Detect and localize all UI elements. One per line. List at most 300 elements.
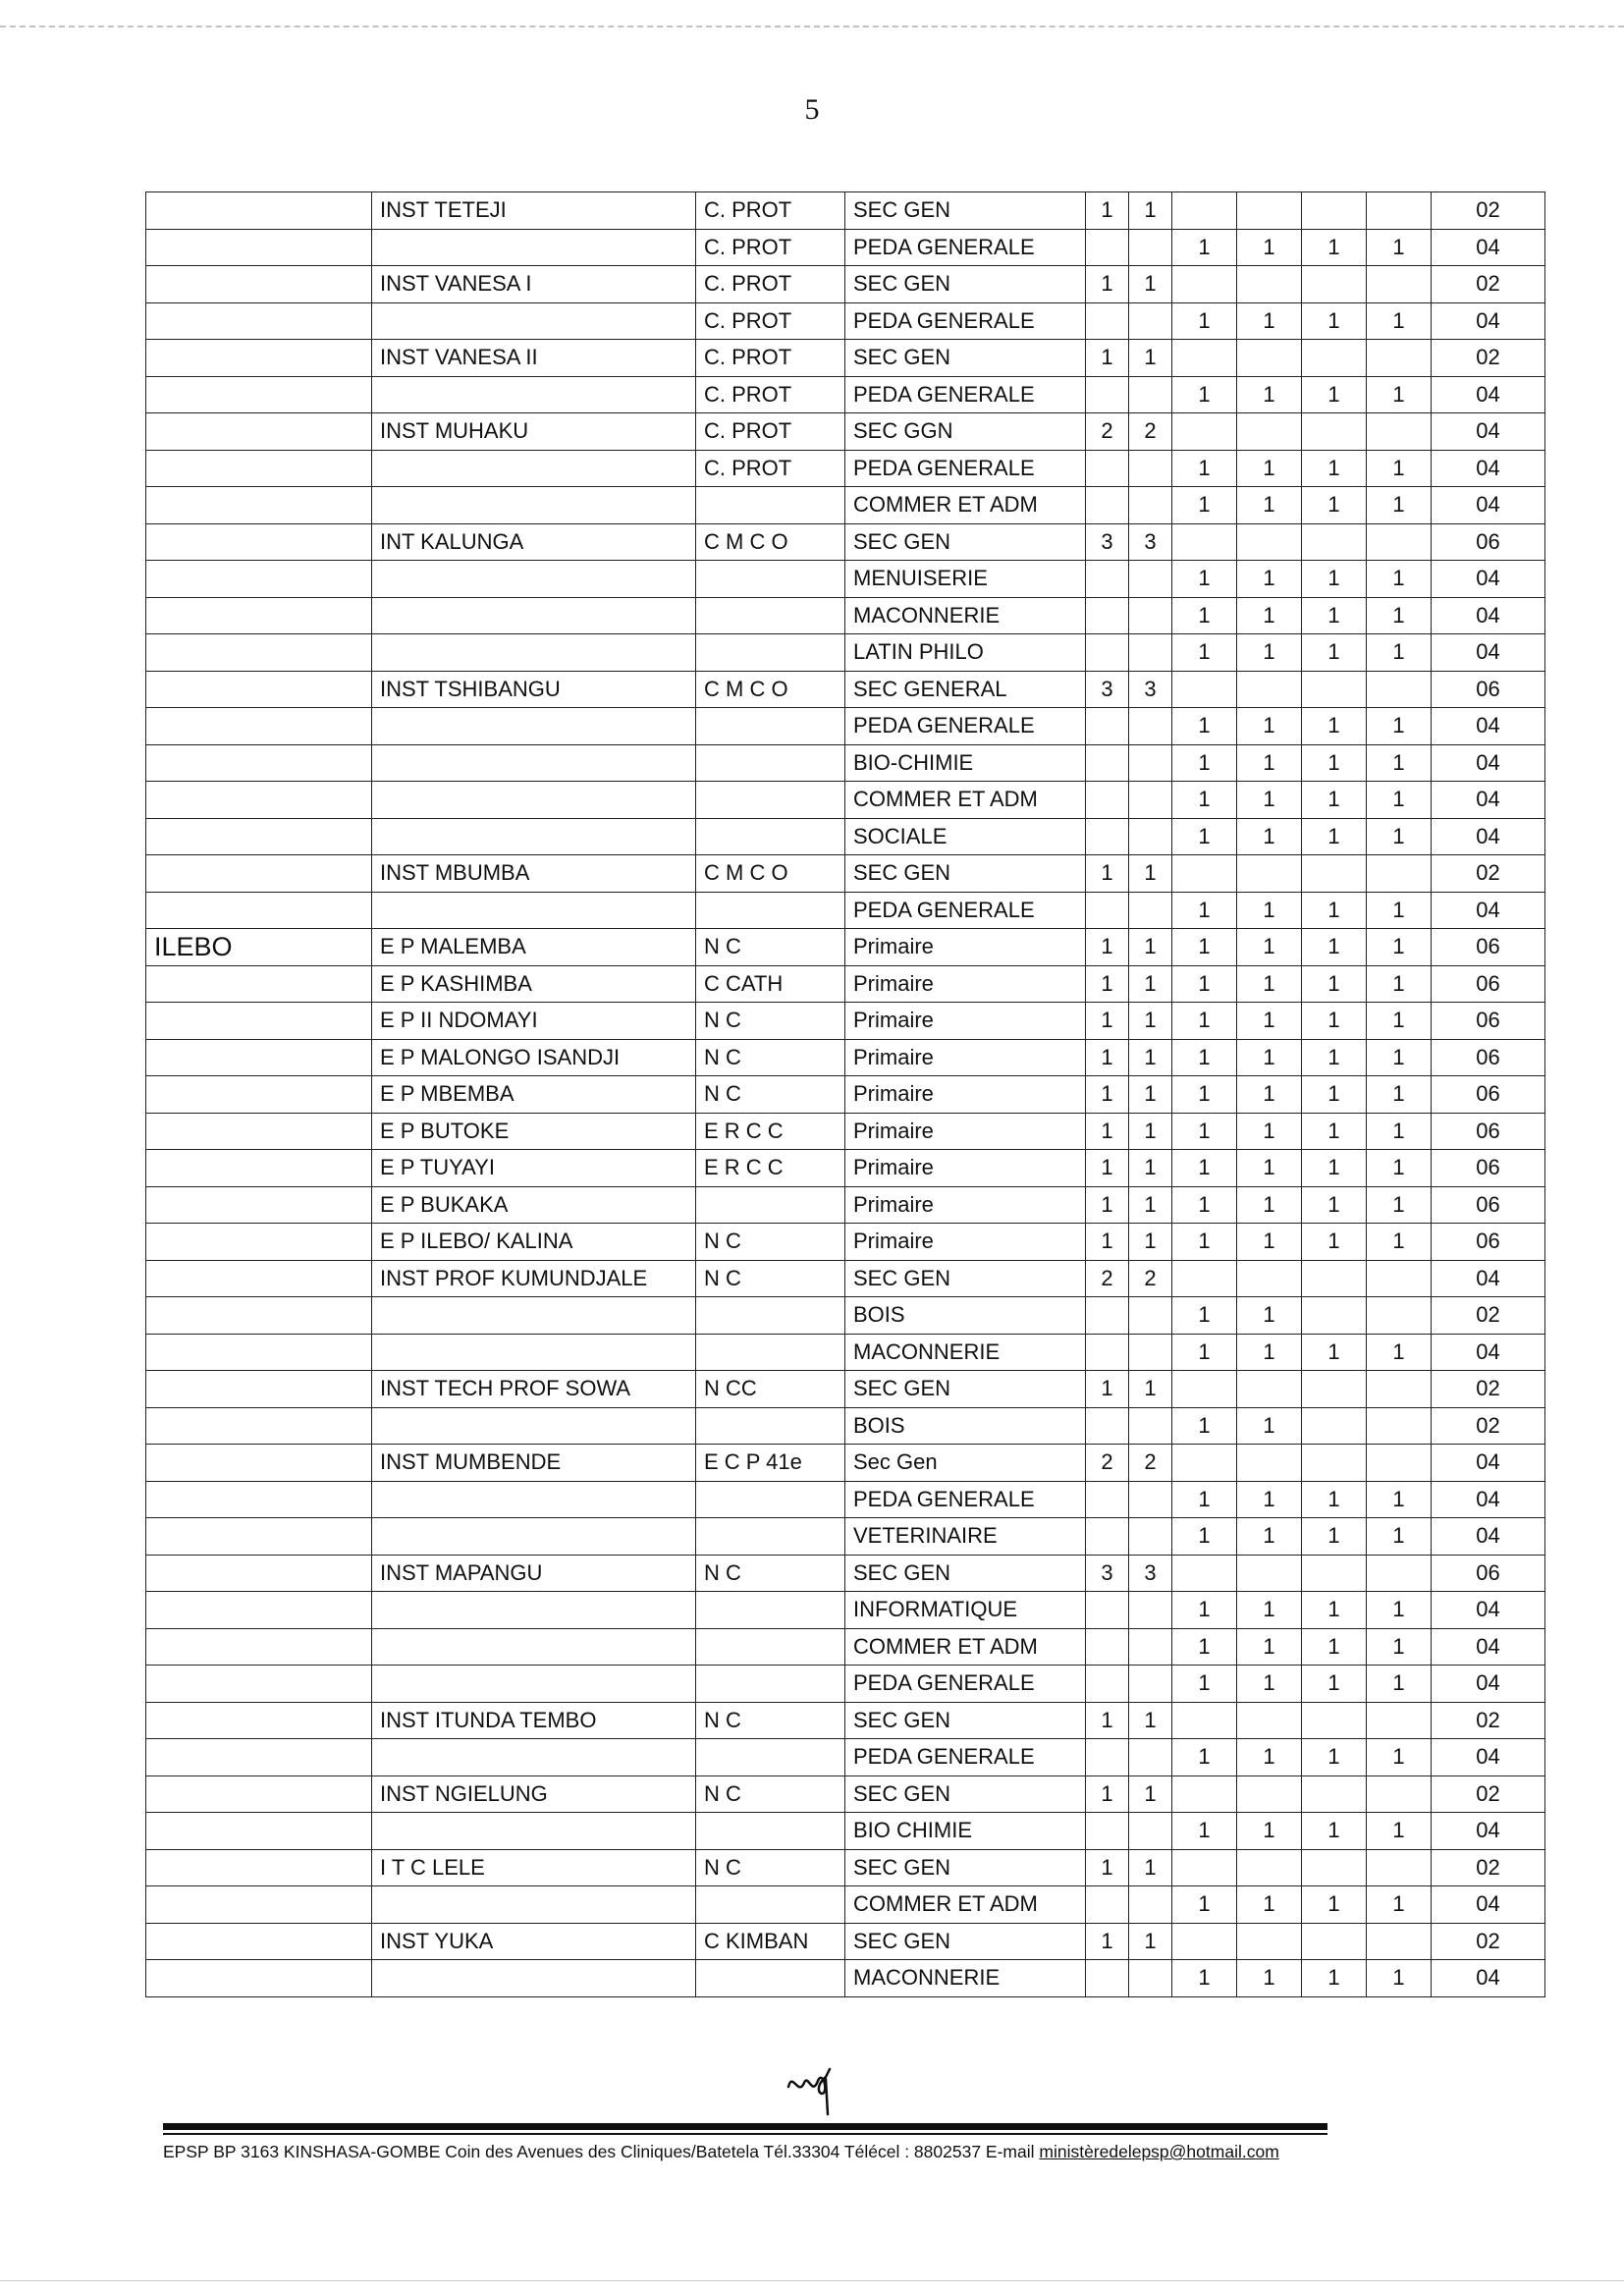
class-count-cell: 1 (1086, 1003, 1129, 1040)
class-count-cell (1129, 818, 1172, 855)
class-count-cell: 1 (1237, 450, 1302, 487)
regime-cell: N C (696, 1076, 845, 1114)
district-cell (146, 634, 372, 672)
class-count-cell: 1 (1367, 487, 1432, 524)
total-cell: 04 (1432, 1628, 1545, 1666)
class-count-cell: 1 (1172, 302, 1237, 340)
table-row (146, 1960, 1545, 1997)
option-cell: BIO-CHIMIE (845, 744, 1086, 782)
district-cell (146, 1407, 372, 1445)
class-count-cell: 1 (1172, 782, 1237, 819)
class-count-cell (1172, 1555, 1237, 1592)
total-cell: 04 (1432, 487, 1545, 524)
total-cell: 04 (1432, 892, 1545, 929)
school-cell (372, 744, 696, 782)
class-count-cell: 1 (1237, 708, 1302, 745)
class-count-cell (1129, 1813, 1172, 1850)
class-count-cell: 1 (1302, 1224, 1367, 1261)
school-cell: INST MUMBENDE (372, 1445, 696, 1482)
class-count-cell (1367, 855, 1432, 893)
total-cell: 06 (1432, 1150, 1545, 1187)
class-count-cell: 1 (1129, 1003, 1172, 1040)
table-row (146, 1076, 1545, 1114)
class-count-cell: 1 (1367, 561, 1432, 598)
school-cell (372, 892, 696, 929)
option-cell: PEDA GENERALE (845, 1481, 1086, 1518)
class-count-cell: 1 (1237, 597, 1302, 634)
total-cell: 04 (1432, 413, 1545, 451)
class-count-cell: 1 (1129, 965, 1172, 1003)
option-cell: SEC GEN (845, 1371, 1086, 1408)
option-cell: PEDA GENERALE (845, 302, 1086, 340)
class-count-cell (1237, 1923, 1302, 1960)
district-cell (146, 1113, 372, 1150)
total-cell: 02 (1432, 1407, 1545, 1445)
class-count-cell: 1 (1172, 1960, 1237, 1997)
school-cell (372, 597, 696, 634)
class-count-cell (1367, 192, 1432, 230)
district-cell (146, 1445, 372, 1482)
table-row (146, 1150, 1545, 1187)
class-count-cell: 1 (1237, 1113, 1302, 1150)
class-count-cell: 1 (1237, 1076, 1302, 1114)
school-cell (372, 1297, 696, 1335)
class-count-cell (1086, 708, 1129, 745)
table-row (146, 1886, 1545, 1924)
class-count-cell (1367, 413, 1432, 451)
option-cell: Primaire (845, 1150, 1086, 1187)
school-cell (372, 782, 696, 819)
table-row (146, 708, 1545, 745)
regime-cell: C. PROT (696, 413, 845, 451)
table-row (146, 302, 1545, 340)
class-count-cell (1129, 450, 1172, 487)
class-count-cell: 1 (1086, 192, 1129, 230)
option-cell: SEC GGN (845, 413, 1086, 451)
school-cell: INT KALUNGA (372, 523, 696, 561)
class-count-cell: 1 (1172, 634, 1237, 672)
class-count-cell: 1 (1086, 1076, 1129, 1114)
class-count-cell: 1 (1367, 782, 1432, 819)
total-cell: 04 (1432, 302, 1545, 340)
class-count-cell: 3 (1129, 1555, 1172, 1592)
class-count-cell: 1 (1302, 597, 1367, 634)
option-cell: Primaire (845, 929, 1086, 966)
table-row (146, 1371, 1545, 1408)
table-row (146, 855, 1545, 893)
total-cell: 02 (1432, 1775, 1545, 1813)
class-count-cell (1129, 892, 1172, 929)
class-count-cell (1086, 1813, 1129, 1850)
class-count-cell (1129, 561, 1172, 598)
class-count-cell (1129, 1666, 1172, 1703)
total-cell: 02 (1432, 1849, 1545, 1886)
page-number: 5 (804, 93, 820, 126)
table-row (146, 1334, 1545, 1371)
class-count-cell: 1 (1302, 1813, 1367, 1850)
class-count-cell: 1 (1172, 1003, 1237, 1040)
class-count-cell: 2 (1129, 1445, 1172, 1482)
school-cell (372, 450, 696, 487)
table-row (146, 266, 1545, 303)
option-cell: PEDA GENERALE (845, 708, 1086, 745)
class-count-cell (1367, 1260, 1432, 1297)
table-row (146, 597, 1545, 634)
class-count-cell: 1 (1367, 1224, 1432, 1261)
table-row (146, 1702, 1545, 1739)
class-count-cell: 1 (1172, 1518, 1237, 1556)
school-cell: INST ITUNDA TEMBO (372, 1702, 696, 1739)
class-count-cell (1086, 450, 1129, 487)
class-count-cell: 1 (1237, 744, 1302, 782)
class-count-cell: 1 (1237, 929, 1302, 966)
table-row (146, 818, 1545, 855)
class-count-cell: 1 (1172, 1224, 1237, 1261)
option-cell: MENUISERIE (845, 561, 1086, 598)
district-cell (146, 597, 372, 634)
school-cell: INST TSHIBANGU (372, 671, 696, 708)
regime-cell: N C (696, 1555, 845, 1592)
total-cell: 06 (1432, 1076, 1545, 1114)
regime-cell: C KIMBAN (696, 1923, 845, 1960)
class-count-cell (1086, 818, 1129, 855)
class-count-cell: 1 (1237, 634, 1302, 672)
regime-cell (696, 892, 845, 929)
class-count-cell: 1 (1237, 1518, 1302, 1556)
district-cell: ILEBO (146, 929, 372, 966)
option-cell: Primaire (845, 1113, 1086, 1150)
school-cell: E P BUKAKA (372, 1186, 696, 1224)
class-count-cell: 1 (1086, 1186, 1129, 1224)
class-count-cell: 1 (1237, 561, 1302, 598)
regime-cell: N C (696, 1775, 845, 1813)
district-cell (146, 818, 372, 855)
table-row (146, 892, 1545, 929)
class-count-cell: 1 (1172, 708, 1237, 745)
table-row (146, 450, 1545, 487)
option-cell: PEDA GENERALE (845, 1739, 1086, 1776)
class-count-cell: 1 (1367, 1518, 1432, 1556)
class-count-cell: 1 (1367, 1481, 1432, 1518)
total-cell: 04 (1432, 634, 1545, 672)
table-row (146, 1445, 1545, 1482)
class-count-cell (1172, 1445, 1237, 1482)
district-cell (146, 1481, 372, 1518)
class-count-cell: 1 (1237, 1186, 1302, 1224)
regime-cell (696, 597, 845, 634)
regime-cell (696, 1666, 845, 1703)
district-cell (146, 1960, 372, 1997)
class-count-cell (1367, 340, 1432, 377)
class-count-cell (1129, 487, 1172, 524)
class-count-cell: 1 (1237, 892, 1302, 929)
class-count-cell (1302, 1445, 1367, 1482)
total-cell: 02 (1432, 192, 1545, 230)
class-count-cell: 1 (1129, 929, 1172, 966)
school-cell: E P II NDOMAYI (372, 1003, 696, 1040)
school-cell (372, 1739, 696, 1776)
total-cell: 06 (1432, 1555, 1545, 1592)
school-cell (372, 1813, 696, 1850)
regime-cell (696, 1297, 845, 1335)
total-cell: 02 (1432, 266, 1545, 303)
regime-cell (696, 1186, 845, 1224)
class-count-cell (1129, 1334, 1172, 1371)
option-cell: Primaire (845, 965, 1086, 1003)
regime-cell: N C (696, 1260, 845, 1297)
class-count-cell: 1 (1302, 1592, 1367, 1629)
school-cell (372, 1886, 696, 1924)
class-count-cell: 1 (1237, 1628, 1302, 1666)
class-count-cell: 1 (1086, 1775, 1129, 1813)
option-cell: SEC GEN (845, 1555, 1086, 1592)
class-count-cell: 1 (1302, 1334, 1367, 1371)
class-count-cell: 1 (1302, 965, 1367, 1003)
district-cell (146, 376, 372, 413)
regime-cell (696, 1592, 845, 1629)
class-count-cell: 1 (1129, 1113, 1172, 1150)
class-count-cell: 1 (1367, 1113, 1432, 1150)
class-count-cell (1129, 1628, 1172, 1666)
total-cell: 02 (1432, 1297, 1545, 1335)
class-count-cell (1086, 229, 1129, 266)
class-count-cell: 1 (1172, 450, 1237, 487)
table-row (146, 229, 1545, 266)
class-count-cell (1367, 1555, 1432, 1592)
class-count-cell: 1 (1237, 1297, 1302, 1335)
option-cell: INFORMATIQUE (845, 1592, 1086, 1629)
class-count-cell (1367, 1775, 1432, 1813)
class-count-cell: 1 (1367, 892, 1432, 929)
regime-cell: N C (696, 1849, 845, 1886)
class-count-cell (1302, 192, 1367, 230)
regime-cell (696, 561, 845, 598)
class-count-cell (1172, 413, 1237, 451)
regime-cell: C. PROT (696, 192, 845, 230)
class-count-cell: 1 (1086, 1113, 1129, 1150)
class-count-cell: 1 (1367, 302, 1432, 340)
class-count-cell: 1 (1237, 1813, 1302, 1850)
class-count-cell (1237, 1775, 1302, 1813)
district-cell (146, 1186, 372, 1224)
class-count-cell: 1 (1302, 744, 1367, 782)
footer-address (163, 2142, 1279, 2162)
district-cell (146, 671, 372, 708)
total-cell: 02 (1432, 1371, 1545, 1408)
class-count-cell: 3 (1086, 1555, 1129, 1592)
class-count-cell (1086, 597, 1129, 634)
class-count-cell (1302, 855, 1367, 893)
class-count-cell: 1 (1129, 1371, 1172, 1408)
class-count-cell: 1 (1129, 340, 1172, 377)
class-count-cell: 1 (1237, 818, 1302, 855)
option-cell: COMMER ET ADM (845, 1886, 1086, 1924)
district-cell (146, 1739, 372, 1776)
school-cell: INST YUKA (372, 1923, 696, 1960)
total-cell: 04 (1432, 1739, 1545, 1776)
class-count-cell (1129, 1960, 1172, 1997)
class-count-cell (1302, 1849, 1367, 1886)
district-cell (146, 1592, 372, 1629)
class-count-cell: 1 (1172, 1666, 1237, 1703)
class-count-cell (1086, 1481, 1129, 1518)
class-count-cell: 1 (1237, 1886, 1302, 1924)
class-count-cell (1172, 523, 1237, 561)
class-count-cell: 1 (1172, 561, 1237, 598)
table-row (146, 1813, 1545, 1850)
class-count-cell: 1 (1086, 929, 1129, 966)
option-cell: SEC GEN (845, 1923, 1086, 1960)
district-cell (146, 1923, 372, 1960)
total-cell: 02 (1432, 340, 1545, 377)
class-count-cell (1367, 1923, 1432, 1960)
option-cell: MACONNERIE (845, 597, 1086, 634)
regime-cell (696, 1334, 845, 1371)
class-count-cell (1302, 1407, 1367, 1445)
total-cell: 04 (1432, 782, 1545, 819)
class-count-cell: 1 (1302, 487, 1367, 524)
regime-cell: C CATH (696, 965, 845, 1003)
class-count-cell: 1 (1129, 1039, 1172, 1076)
class-count-cell (1172, 266, 1237, 303)
regime-cell: E C P 41e (696, 1445, 845, 1482)
option-cell: Sec Gen (845, 1445, 1086, 1482)
class-count-cell (1129, 782, 1172, 819)
class-count-cell: 1 (1237, 1592, 1302, 1629)
district-cell (146, 744, 372, 782)
class-count-cell (1367, 1702, 1432, 1739)
class-count-cell (1237, 1445, 1302, 1482)
school-cell (372, 487, 696, 524)
class-count-cell: 1 (1367, 965, 1432, 1003)
district-cell (146, 523, 372, 561)
class-count-cell: 1 (1129, 266, 1172, 303)
class-count-cell: 1 (1302, 376, 1367, 413)
class-count-cell: 1 (1172, 1407, 1237, 1445)
district-cell (146, 1813, 372, 1850)
class-count-cell (1086, 1518, 1129, 1556)
class-count-cell (1367, 266, 1432, 303)
table-row (146, 1923, 1545, 1960)
district-cell (146, 1334, 372, 1371)
total-cell: 06 (1432, 1113, 1545, 1150)
scan-artifact-bottom (0, 2280, 1624, 2281)
class-count-cell (1129, 229, 1172, 266)
class-count-cell: 1 (1172, 1739, 1237, 1776)
regime-cell: N C (696, 1003, 845, 1040)
regime-cell: N C (696, 929, 845, 966)
regime-cell: C. PROT (696, 266, 845, 303)
regime-cell: C M C O (696, 671, 845, 708)
school-cell (372, 1628, 696, 1666)
regime-cell (696, 1628, 845, 1666)
regime-cell: C M C O (696, 523, 845, 561)
class-count-cell: 1 (1086, 1923, 1129, 1960)
class-count-cell: 1 (1129, 1076, 1172, 1114)
option-cell: PEDA GENERALE (845, 229, 1086, 266)
option-cell: SEC GEN (845, 855, 1086, 893)
regime-cell: C. PROT (696, 376, 845, 413)
school-cell: E P TUYAYI (372, 1150, 696, 1187)
class-count-cell: 1 (1237, 1481, 1302, 1518)
class-count-cell: 1 (1302, 1039, 1367, 1076)
school-cell: E P BUTOKE (372, 1113, 696, 1150)
school-cell: INST VANESA I (372, 266, 696, 303)
class-count-cell (1302, 266, 1367, 303)
class-count-cell: 1 (1302, 1739, 1367, 1776)
class-count-cell (1086, 376, 1129, 413)
class-count-cell: 1 (1302, 1481, 1367, 1518)
total-cell: 06 (1432, 1186, 1545, 1224)
district-cell (146, 266, 372, 303)
district-cell (146, 1039, 372, 1076)
class-count-cell: 1 (1367, 1886, 1432, 1924)
class-count-cell: 1 (1086, 1702, 1129, 1739)
class-count-cell: 1 (1129, 1702, 1172, 1739)
regime-cell: N C (696, 1039, 845, 1076)
class-count-cell: 1 (1367, 634, 1432, 672)
class-count-cell: 1 (1367, 1186, 1432, 1224)
class-count-cell: 3 (1129, 523, 1172, 561)
class-count-cell: 3 (1086, 523, 1129, 561)
total-cell: 04 (1432, 1813, 1545, 1850)
class-count-cell (1172, 1775, 1237, 1813)
option-cell: SEC GEN (845, 1775, 1086, 1813)
class-count-cell: 1 (1367, 1592, 1432, 1629)
class-count-cell (1086, 892, 1129, 929)
total-cell: 06 (1432, 965, 1545, 1003)
class-count-cell: 1 (1086, 266, 1129, 303)
district-cell (146, 965, 372, 1003)
district-cell (146, 1518, 372, 1556)
class-count-cell (1129, 376, 1172, 413)
option-cell: LATIN PHILO (845, 634, 1086, 672)
class-count-cell (1302, 1923, 1367, 1960)
table-row (146, 965, 1545, 1003)
option-cell: PEDA GENERALE (845, 450, 1086, 487)
option-cell: VETERINAIRE (845, 1518, 1086, 1556)
class-count-cell: 1 (1367, 818, 1432, 855)
class-count-cell: 1 (1086, 1150, 1129, 1187)
class-count-cell (1086, 561, 1129, 598)
district-cell (146, 450, 372, 487)
option-cell: COMMER ET ADM (845, 782, 1086, 819)
option-cell: MACONNERIE (845, 1334, 1086, 1371)
district-cell (146, 1702, 372, 1739)
class-count-cell: 1 (1086, 965, 1129, 1003)
class-count-cell (1086, 634, 1129, 672)
school-cell: INST TETEJI (372, 192, 696, 230)
class-count-cell (1172, 340, 1237, 377)
class-count-cell (1086, 1960, 1129, 1997)
class-count-cell: 1 (1302, 1886, 1367, 1924)
class-count-cell (1302, 1297, 1367, 1335)
class-count-cell (1237, 1702, 1302, 1739)
school-cell (372, 634, 696, 672)
class-count-cell: 1 (1302, 1076, 1367, 1114)
regime-cell: C. PROT (696, 229, 845, 266)
class-count-cell (1086, 1628, 1129, 1666)
class-count-cell: 1 (1367, 1666, 1432, 1703)
regime-cell: N CC (696, 1371, 845, 1408)
class-count-cell: 1 (1086, 855, 1129, 893)
regime-cell (696, 634, 845, 672)
total-cell: 04 (1432, 1666, 1545, 1703)
class-count-cell: 1 (1237, 1739, 1302, 1776)
class-count-cell (1237, 1260, 1302, 1297)
school-cell: INST MAPANGU (372, 1555, 696, 1592)
class-count-cell: 1 (1172, 1886, 1237, 1924)
